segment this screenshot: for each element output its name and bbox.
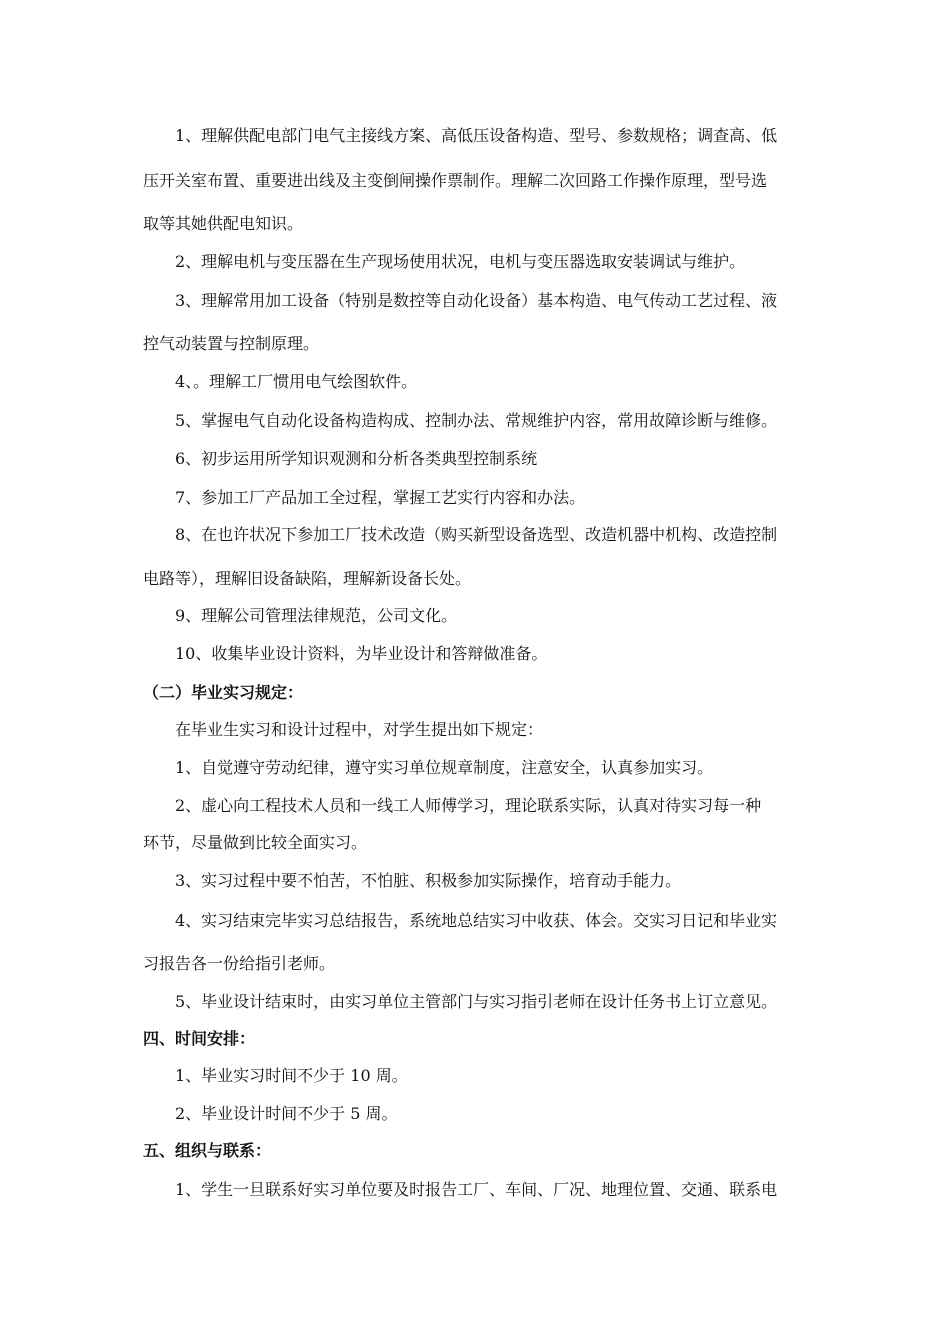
list-item-line: 电路等），理解旧设备缺陷，理解新设备长处。	[143, 569, 472, 588]
list-item-line: 3、理解常用加工设备（特别是数控等自动化设备）基本构造、电气传动工艺过程、液	[175, 291, 778, 310]
list-item-line: 1、自觉遵守劳动纪律，遵守实习单位规章制度，注意安全，认真参加实习。	[175, 758, 714, 777]
list-item-line: 2、虚心向工程技术人员和一线工人师傅学习，理论联系实际，认真对待实习每一种	[175, 796, 762, 815]
section-heading: 四、时间安排：	[143, 1029, 256, 1048]
list-item-line: 1、毕业实习时间不少于 10 周。	[175, 1066, 408, 1085]
list-item-line: 5、掌握电气自动化设备构造构成、控制办法、常规维护内容，常用故障诊断与维修。	[175, 411, 778, 430]
list-item-line: 1、学生一旦联系好实习单位要及时报告工厂、车间、厂况、地理位置、交通、联系电	[175, 1180, 778, 1199]
section-intro: 在毕业生实习和设计过程中，对学生提出如下规定：	[175, 720, 544, 739]
list-item-line: 3、实习过程中要不怕苦，不怕脏、积极参加实际操作，培育动手能力。	[175, 871, 682, 890]
list-item-line: 4、实习结束完毕实习总结报告，系统地总结实习中收获、体会。交实习日记和毕业实	[175, 911, 778, 930]
list-item-line: 10、收集毕业设计资料，为毕业设计和答辩做准备。	[175, 644, 548, 663]
list-item-line: 2、毕业设计时间不少于 5 周。	[175, 1104, 398, 1123]
list-item-line: 6、初步运用所学知识观测和分析各类典型控制系统	[175, 449, 538, 468]
section-heading: 五、组织与联系：	[143, 1141, 272, 1160]
section-heading: （二）毕业实习规定：	[143, 683, 304, 702]
list-item-line: 压开关室布置、重要进出线及主变倒闸操作票制作。理解二次回路工作操作原理，型号选	[143, 171, 768, 190]
list-item-line: 7、参加工厂产品加工全过程，掌握工艺实行内容和办法。	[175, 488, 586, 507]
list-item-line: 环节，尽量做到比较全面实习。	[143, 833, 368, 852]
list-item-line: 2、理解电机与变压器在生产现场使用状况，电机与变压器选取安装调试与维护。	[175, 252, 746, 271]
list-item-line: 4、。理解工厂惯用电气绘图软件。	[175, 372, 418, 391]
list-item-line: 控气动装置与控制原理。	[143, 334, 320, 353]
list-item-line: 1、理解供配电部门电气主接线方案、高低压设备构造、型号、参数规格；调查高、低	[175, 126, 778, 145]
list-item-line: 8、在也许状况下参加工厂技术改造（购买新型设备选型、改造机器中机构、改造控制	[175, 525, 778, 544]
list-item-line: 习报告各一份给指引老师。	[143, 954, 336, 973]
list-item-line: 9、理解公司管理法律规范，公司文化。	[175, 606, 458, 625]
list-item-line: 取等其她供配电知识。	[143, 214, 304, 233]
list-item-line: 5、毕业设计结束时，由实习单位主管部门与实习指引老师在设计任务书上订立意见。	[175, 992, 778, 1011]
